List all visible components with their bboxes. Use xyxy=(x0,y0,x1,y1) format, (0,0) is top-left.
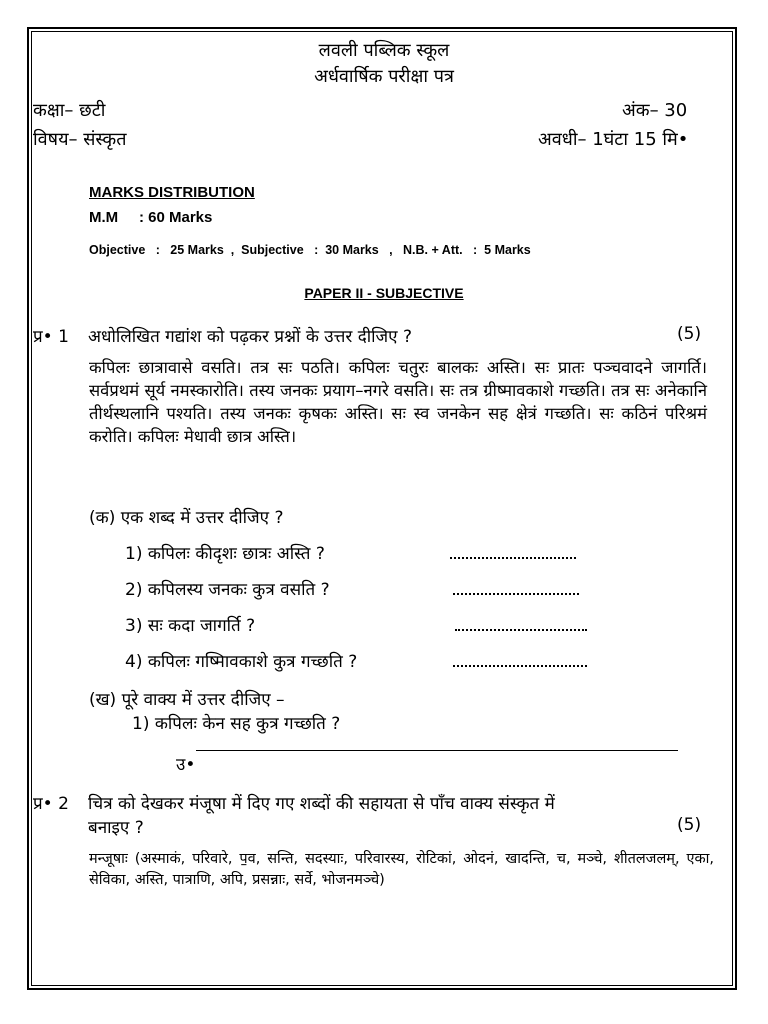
answer-blank-2 xyxy=(453,593,579,595)
answer-blank-1 xyxy=(450,557,576,559)
q1-marks: (5) xyxy=(677,324,702,344)
school-name: लवली पब्लिक स्कूल xyxy=(318,40,450,61)
q1-passage: कपिलः छात्रावासे वसति। तत्र सः पठति। कपिलः चतुरः बालकः अस्ति। सः प्रातः पञ्चवादने जागर्ति। सर्वप्रथमं सूर्य नमस्कारोति। तस्य जनकः प्रयाग–नगरे वसति। सः तत्र ग्रीष्मावकाशे गच्छति। तत्र सः अनेकानि तीर्थस्थलानि पश्यति। तस्य जनकः कृषकः अस्ति। सः स्व जनकेन सह क्षेत्रं गच्छति। सः कठिनं परिश्रमं करोति। कपिलः मेधावी छात्र अस्ति। xyxy=(89,358,707,446)
q1-text: अधोलिखित गद्यांश को पढ़कर प्रश्नों के उत्तर दीजिए ? xyxy=(88,327,412,347)
q1-a-item-1: 1) कपिलः कीदृशः छात्रः अस्ति ? xyxy=(125,544,325,564)
subject-label: विषय– संस्कृत xyxy=(33,129,127,150)
q1-part-b-label: (ख) पूरे वाक्य में उत्तर दीजिए – xyxy=(89,690,285,710)
answer-blank-4 xyxy=(453,665,587,667)
marks-distribution-title: MARKS DISTRIBUTION xyxy=(89,184,255,201)
marks-breakdown: Objective : 25 Marks , Subjective : 30 Marks , N.B. + Att. : 5 Marks xyxy=(89,243,531,257)
q2-text-line1: चित्र को देखकर मंजूषा में दिए गए शब्दों की सहायता से पाँच वाक्य संस्कृत में xyxy=(88,794,555,814)
q1-b-item-1: 1) कपिलः केन सह कुत्र गच्छति ? xyxy=(132,714,341,734)
q1-a-item-4: 4) कपिलः गष्मिावकाशे कुत्र गच्छति ? xyxy=(125,652,358,672)
class-label: कक्षा– छटी xyxy=(33,100,106,121)
answer-blank-3 xyxy=(455,629,587,631)
q1-a-item-2: 2) कपिलस्य जनकः कुत्र वसति ? xyxy=(125,580,330,600)
manjusha-word-box: मन्जूषाः (अस्माकं, परिवारे, प॒व, सन्ति, सदस्याः, परिवारस्य, रोटिकां, ओदनं, खादन्ति, च, मञ्चे, शीतलजलम्, एका, सेविका, अस्ति, पात्राणि, अपि, प्रसन्नाः, सर्वे, भोजनमञ्चे) xyxy=(89,851,714,888)
q2-marks: (5) xyxy=(677,815,702,835)
exam-title: अर्धवार्षिक परीक्षा पत्र xyxy=(314,66,454,87)
q2-number: प्र• 2 xyxy=(33,794,69,814)
duration-label: अवधी– 1घंटा 15 मि• xyxy=(538,129,689,150)
answer-prefix: उ• xyxy=(176,755,196,775)
total-marks: अंक– 30 xyxy=(622,100,688,121)
q1-a-item-3: 3) सः कदा जागर्ति ? xyxy=(125,616,256,636)
max-marks: M.M : 60 Marks xyxy=(89,209,213,226)
q1-number: प्र• 1 xyxy=(33,327,69,347)
q2-text-line2: बनाइए ? xyxy=(88,818,144,838)
paper-title: PAPER II - SUBJECTIVE xyxy=(304,285,464,301)
answer-line xyxy=(196,750,678,751)
q1-part-a-label: (क) एक शब्द में उत्तर दीजिए ? xyxy=(89,508,284,528)
